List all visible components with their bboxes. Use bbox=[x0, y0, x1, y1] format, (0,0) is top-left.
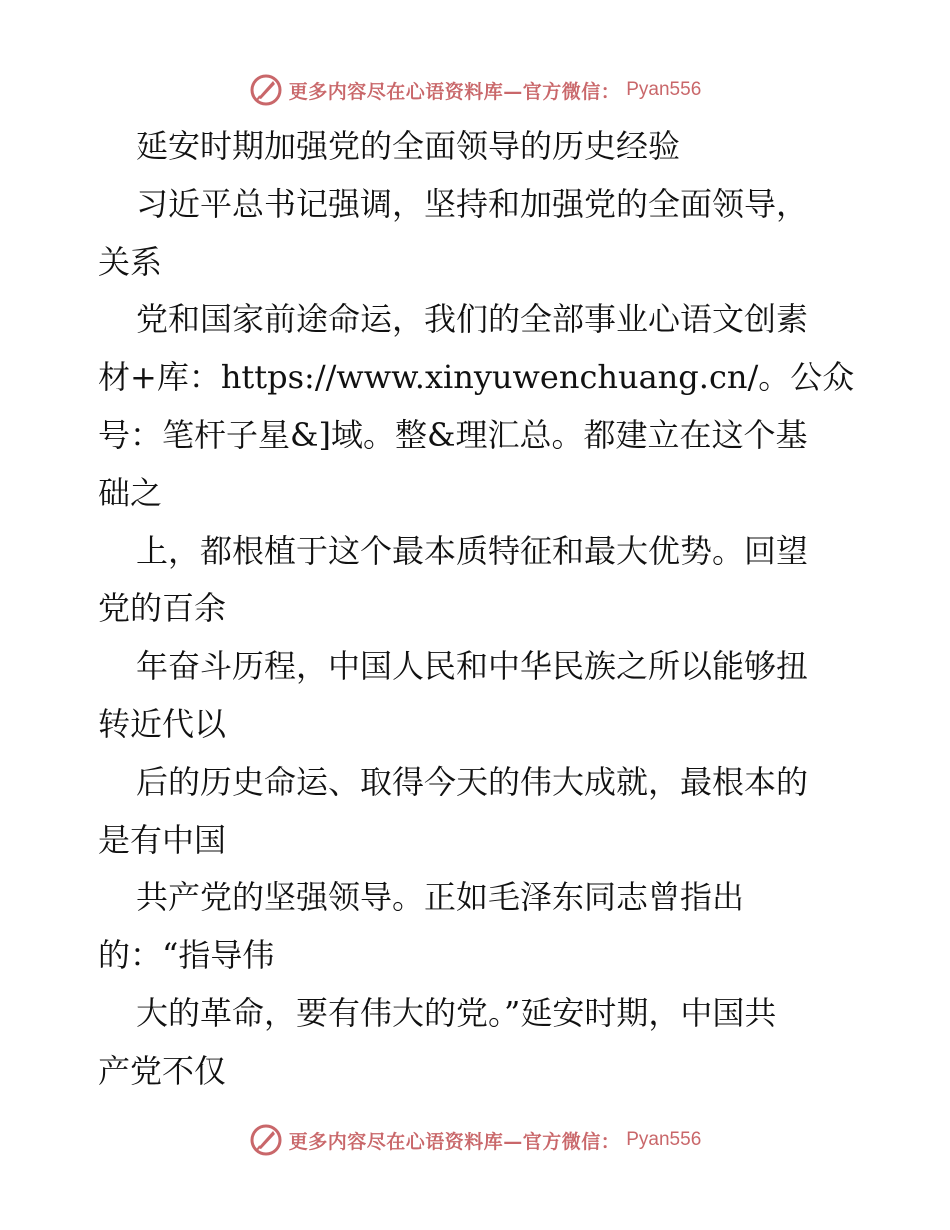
paragraph-line: 党和国家前途命运，我们的全部事业心语文创素 bbox=[136, 300, 809, 339]
paragraph-line: 党的百余 bbox=[98, 589, 227, 628]
watermark-site-text: 更多内容尽在心语资料库—官方微信： bbox=[288, 1130, 621, 1153]
document-title: 延安时期加强党的全面领导的历史经验 bbox=[136, 127, 681, 165]
paragraph-line: 产党不仅 bbox=[98, 1051, 227, 1090]
paragraph-line: 上，都根植于这个最本质特征和最大优势。回望 bbox=[136, 531, 809, 570]
paragraph-line: 习近平总书记强调，坚持和加强党的全面领导， bbox=[136, 184, 809, 223]
paragraph-line: 关系 bbox=[98, 242, 163, 281]
paragraph-line: 是有中国 bbox=[98, 820, 227, 859]
paragraph-line: 后的历史命运、取得今天的伟大成就，最根本的 bbox=[136, 762, 809, 801]
watermark-wechat-id: Pyan556 bbox=[626, 1129, 702, 1150]
watermark-site-text: 更多内容尽在心语资料库—官方微信： bbox=[288, 80, 621, 103]
header-watermark bbox=[0, 72, 950, 108]
paragraph-line: 共产党的坚强领导。正如毛泽东同志曾指出 bbox=[136, 878, 745, 917]
quill-logo-icon bbox=[249, 73, 283, 107]
paragraph-line: 的：“指导伟 bbox=[98, 936, 275, 975]
paragraph-line: 材+库：https://www.xinyuwenchuang.cn/。公众 bbox=[98, 358, 855, 397]
footer-watermark bbox=[0, 1122, 950, 1158]
paragraph-line: 础之 bbox=[98, 473, 163, 512]
watermark-wechat-id: Pyan556 bbox=[626, 79, 702, 100]
paragraph-line: 大的革命，要有伟大的党。”延安时期，中国共 bbox=[136, 993, 777, 1032]
paragraph-line: 年奋斗历程，中国人民和中华民族之所以能够扭 bbox=[136, 647, 809, 686]
paragraph-line: 号：笔杆子星&]域。整&理汇总。都建立在这个基 bbox=[98, 415, 808, 454]
document-body bbox=[98, 118, 858, 1101]
quill-logo-icon bbox=[249, 1123, 283, 1157]
paragraph-line: 转近代以 bbox=[98, 704, 227, 743]
